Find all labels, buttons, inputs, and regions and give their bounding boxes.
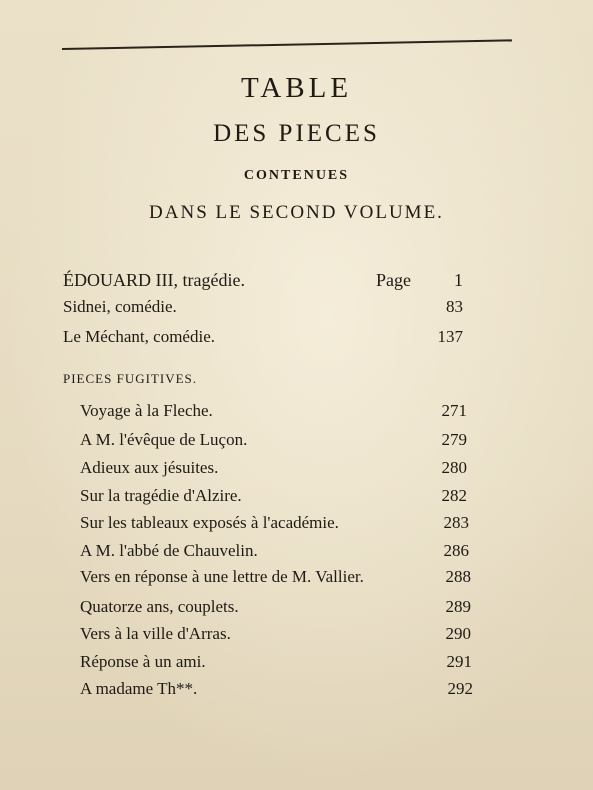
title-table: TABLE <box>240 72 353 104</box>
entry-title: Sur la tragédie d'Alzire. <box>80 486 242 505</box>
toc-entry <box>80 513 469 539</box>
top-rule <box>62 39 512 50</box>
entry-title: A madame Th**. <box>80 679 198 698</box>
toc-entry <box>80 624 471 650</box>
entry-title: Le Méchant, comédie. <box>63 327 215 346</box>
entry-title: A M. l'évêque de Luçon. <box>80 430 248 449</box>
entry-title: Vers en réponse à une lettre de M. Vallier. <box>80 567 364 586</box>
toc-entry <box>63 327 463 353</box>
entry-page: 288 <box>445 567 471 586</box>
entry-page: 1 <box>454 270 463 290</box>
entry-page: 282 <box>441 486 467 505</box>
toc-entry <box>80 567 471 593</box>
title-des-pieces: DES PIECES <box>213 120 380 147</box>
entry-page: 283 <box>443 513 469 532</box>
toc-entry <box>80 458 467 484</box>
toc-entry <box>80 541 469 567</box>
entry-page: 289 <box>445 597 471 616</box>
entry-page: 291 <box>446 652 472 671</box>
entry-title: A M. l'abbé de Chauvelin. <box>80 541 258 560</box>
title-second-volume: DANS LE SECOND VOLUME. <box>149 202 444 223</box>
entry-title: Adieux aux jésuites. <box>80 458 219 477</box>
entry-page: 290 <box>445 624 471 643</box>
title-contenues: CONTENUES <box>243 168 350 183</box>
toc-entry <box>80 679 473 705</box>
entry-page: 137 <box>437 327 463 346</box>
entry-title: Réponse à un ami. <box>80 652 206 671</box>
toc-entry <box>80 401 467 427</box>
entry-page: 279 <box>441 430 467 449</box>
toc-entry <box>80 597 471 623</box>
toc-entry <box>80 486 467 512</box>
entry-title: Voyage à la Fleche. <box>80 401 213 420</box>
entry-title: Sidnei, comédie. <box>63 297 177 316</box>
entry-title: ÉDOUARD III, tragédie. <box>63 270 245 290</box>
toc-entry <box>80 430 467 456</box>
toc-entry <box>63 297 463 323</box>
entry-title: Quatorze ans, couplets. <box>80 597 239 616</box>
entry-page: 286 <box>443 541 469 560</box>
entry-page: 83 <box>446 297 463 316</box>
toc-entry <box>63 270 463 296</box>
entry-title: Sur les tableaux exposés à l'académie. <box>80 513 339 532</box>
page-label: Page <box>376 270 411 290</box>
entry-title: Vers à la ville d'Arras. <box>80 624 231 643</box>
entry-page: 292 <box>447 679 473 698</box>
toc-entry <box>80 652 472 678</box>
entry-page: 280 <box>441 458 467 477</box>
entry-page: 271 <box>441 401 467 420</box>
section-heading: PIECES FUGITIVES. <box>63 371 198 386</box>
